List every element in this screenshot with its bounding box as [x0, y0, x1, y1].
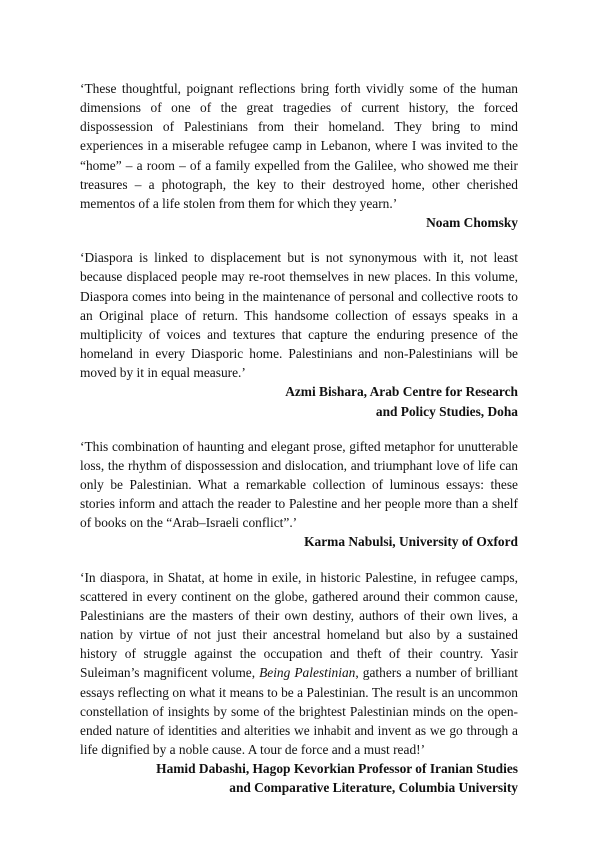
endorsement-quote: ‘Diaspora is linked to displacement but is not synonymous with it, not least because displaced people may re-root themselves in new places. In this volume, Diaspora comes into being in the maintenance of personal and collective roots to an Original place of return. This handsome collection of essays speaks in a multiplicity of voices and textures that capture the enduring presence of the homeland in every Diasporic home. Palestinians and non-Palestinians will be moved by it in equal measure.’: [80, 250, 518, 381]
endorsements-page: [80, 79, 518, 816]
attribution-line: Karma Nabulsi, University of Oxford: [304, 534, 518, 550]
endorsement-nabulsi: [80, 437, 518, 552]
endorsement-chomsky: [80, 79, 518, 232]
endorsement-attribution: [80, 532, 518, 551]
endorsement-quote: ‘These thoughtful, poignant reflections bring forth vividly some of the human dimensions of one of the great tragedies of current history, the forced dispossession of Palestinians from their homeland. They bring to mind experiences in a miserable refugee camp in Lebanon, where I was invited to the “home” – a room – of a family expelled from the Galilee, who showed me their treasures – a photograph, the key to their destroyed home, other cherished mementos of a life stolen from them for which they yearn.’: [80, 81, 518, 211]
endorsement-attribution: [80, 759, 518, 797]
book-title: Being Palestinian: [259, 665, 356, 681]
quote-text-before-title: ‘In diaspora, in Shatat, at home in exile, in historic Palestine, in refugee camps, scattered in every continent on the globe, gathered around their common cause, Palestinians are the masters of their own destiny, authors of their own lives, a nation by virtue of not just their ancestral homeland but also by a sustained history of struggle against the occupation and theft of their country. Yasir Suleiman’s magnificent volume,: [80, 569, 518, 681]
attribution-line: and Comparative Literature, Columbia University: [229, 780, 518, 796]
endorsement-quote: [80, 568, 518, 760]
endorsement-quote: ‘This combination of haunting and elegant prose, gifted metaphor for unutterable loss, the rhythm of dispossession and dislocation, and triumphant love of life can only be Palestinian. What a remarkable collection of luminous essays: these stories inform and attach the reader to Palestine and her people more than a shelf of books on the “Arab–Israeli conflict”.’: [80, 438, 518, 531]
attribution-line: and Policy Studies, Doha: [375, 403, 518, 419]
endorsement-bishara: [80, 248, 518, 420]
endorsement-dabashi: [80, 568, 518, 798]
quote-text-after-title: , gathers a number of brilliant essays reflecting on what it means to be a Palestinian. The result is an uncommon constellation of insights by some of the brightest Palestinian minds on the open-ended nature of identities and alterities we inhabit and invent as we go through a life dignified by a noble cause. A tour de force and a must read!’: [80, 665, 518, 757]
endorsement-attribution: [80, 382, 518, 420]
attribution-line: Hamid Dabashi, Hagop Kevorkian Professor of Iranian Studies: [156, 761, 518, 777]
attribution-line: Noam Chomsky: [426, 215, 518, 231]
endorsement-attribution: [80, 213, 518, 232]
attribution-line: Azmi Bishara, Arab Centre for Research: [285, 384, 518, 400]
